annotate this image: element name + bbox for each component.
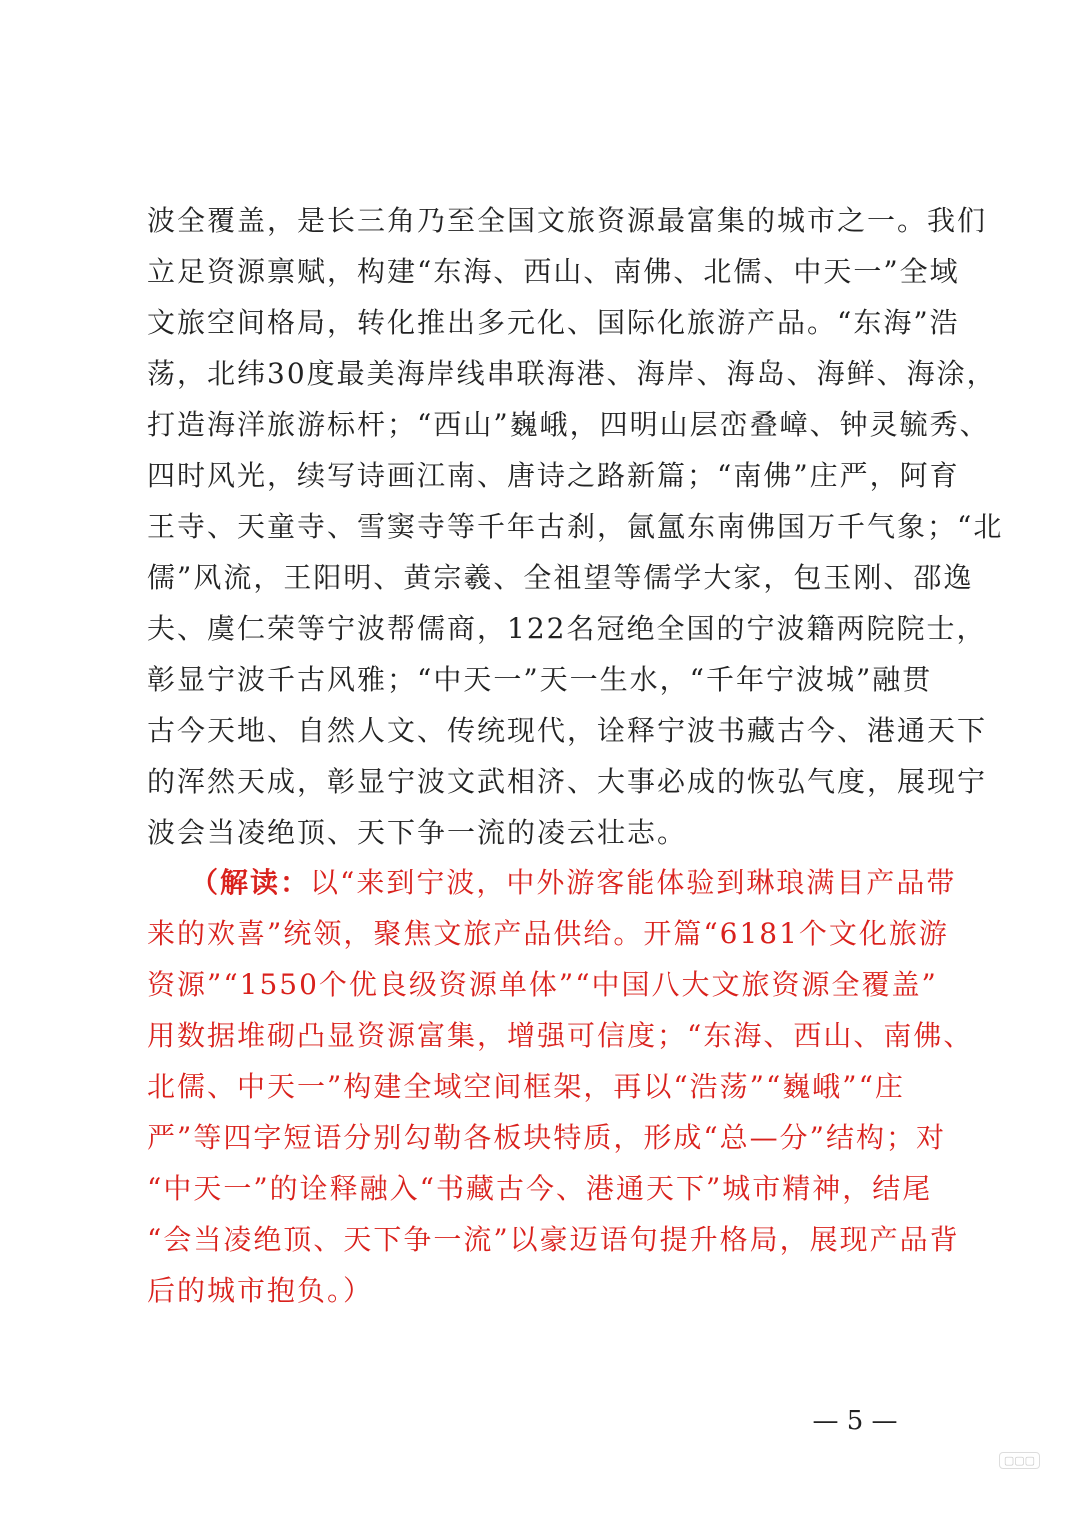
body-line: 立足资源禀赋，构建“东海、西山、南佛、北儒、中天一”全域	[147, 255, 960, 288]
body-line: 波会当凌绝顶、天下争一流的凌云壮志。	[147, 816, 688, 849]
interpretation-first-line	[190, 857, 957, 908]
body-line: 彰显宁波千古风雅；“中天一”天一生水，“千年宁波城”融贯	[147, 663, 933, 696]
body-line: 波全覆盖，是长三角乃至全国文旅资源最富集的城市之一。我们	[147, 204, 988, 237]
interpretation-label: （解读：	[190, 866, 311, 899]
watermark-logo-icon: ▢▢▢	[999, 1452, 1040, 1469]
interpretation-line: “会当凌绝顶、天下争一流”以豪迈语句提升格局，展现产品背	[147, 1223, 960, 1256]
body-line: 文旅空间格局，转化推出多元化、国际化旅游产品。“东海”浩	[147, 306, 960, 339]
page-number: — 5 —	[812, 1406, 898, 1436]
body-line: 的浑然天成，彰显宁波文武相济、大事必成的恢弘气度，展现宁	[147, 765, 988, 798]
interpretation-line: 严”等四字短语分别勾勒各板块特质，形成“总—分”结构；对	[147, 1121, 946, 1154]
interpretation-line: 后的城市抱负。）	[147, 1274, 374, 1307]
interpretation-line: “中天一”的诠释融入“书藏古今、港通天下”城市精神，结尾	[147, 1172, 933, 1205]
body-line: 王寺、天童寺、雪窦寺等千年古刹，氤氲东南佛国万千气象；“北	[147, 510, 1004, 543]
interpretation-line: 用数据堆砌凸显资源富集，增强可信度；“东海、西山、南佛、	[147, 1019, 974, 1052]
interpretation-line: 来的欢喜”统领，聚焦文旅产品供给。开篇“6181个文化旅游	[147, 917, 949, 950]
body-line: 儒”风流，王阳明、黄宗羲、全祖望等儒学大家，包玉刚、邵逸	[147, 561, 974, 594]
body-line: 荡，北纬30度最美海岸线串联海港、海岸、海岛、海鲜、海涂，	[147, 357, 997, 390]
interpretation-line: 资源”“1550个优良级资源单体”“中国八大文旅资源全覆盖”	[147, 968, 938, 1001]
body-line: 打造海洋旅游标杆；“西山”巍峨，四明山层峦叠嶂、钟灵毓秀、	[147, 408, 990, 441]
body-line: 四时风光，续写诗画江南、唐诗之路新篇；“南佛”庄严，阿育	[147, 459, 960, 492]
body-line: 古今天地、自然人文、传统现代，诠释宁波书藏古今、港通天下	[147, 714, 988, 747]
body-line: 夫、虞仁荣等宁波帮儒商，122名冠绝全国的宁波籍两院院士，	[147, 612, 987, 645]
interpretation-line: 北儒、中天一”构建全域空间框架，再以“浩荡”“巍峨”“庄	[147, 1070, 905, 1103]
interpretation-text: 以“来到宁波，中外游客能体验到琳琅满目产品带	[310, 866, 957, 899]
